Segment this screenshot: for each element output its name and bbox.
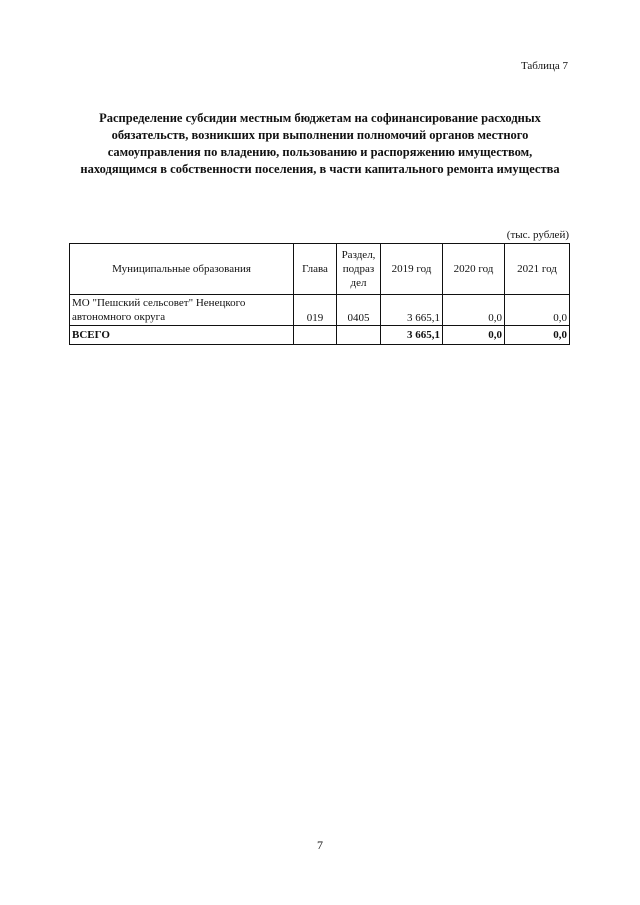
total-chapter-empty bbox=[294, 326, 337, 345]
units-label: (тыс. рублей) bbox=[506, 229, 569, 241]
row-section: 0405 bbox=[337, 295, 381, 326]
table-row bbox=[70, 295, 570, 326]
subsidy-table bbox=[69, 243, 570, 345]
page-number: 7 bbox=[317, 838, 323, 852]
total-2021: 0,0 bbox=[505, 326, 570, 345]
total-label: ВСЕГО bbox=[70, 326, 294, 345]
header-2019: 2019 год bbox=[381, 244, 443, 295]
document-title: Распределение субсидии местным бюджетам на софинансирование расходных обязательств, возникших при выполнении полномочий органов местного самоуправления по владению, пользованию и распоряжению имуществом, находящимся в собственности поселения, в части капитального ремонта имущества bbox=[80, 111, 560, 176]
header-2021: 2021 год bbox=[505, 244, 570, 295]
header-chapter: Глава bbox=[294, 244, 337, 295]
total-2020: 0,0 bbox=[443, 326, 505, 345]
header-municipality: Муниципальные образования bbox=[70, 244, 294, 295]
header-2020: 2020 год bbox=[443, 244, 505, 295]
total-section-empty bbox=[337, 326, 381, 345]
table-label: Таблица 7 bbox=[520, 60, 568, 72]
total-2019: 3 665,1 bbox=[381, 326, 443, 345]
header-section: Раздел, подраз дел bbox=[337, 244, 381, 295]
table-header-row bbox=[70, 244, 570, 295]
row-2021: 0,0 bbox=[505, 295, 570, 326]
total-row bbox=[70, 326, 570, 345]
row-2020: 0,0 bbox=[443, 295, 505, 326]
row-chapter: 019 bbox=[294, 295, 337, 326]
row-municipality: МО "Пешский сельсовет" Ненецкого автономного округа bbox=[70, 295, 294, 326]
row-2019: 3 665,1 bbox=[381, 295, 443, 326]
